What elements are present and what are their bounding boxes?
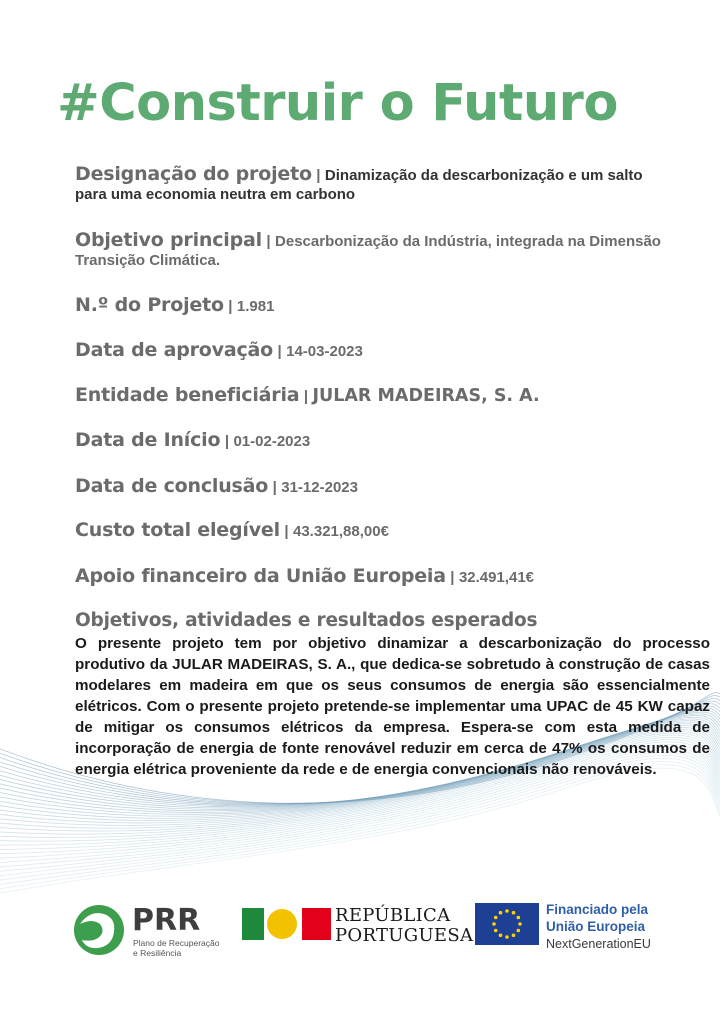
field-label: Designação do projeto — [75, 163, 312, 185]
field-separator: | — [284, 523, 289, 540]
field-separator: | — [277, 343, 282, 360]
field-separator: | — [303, 388, 309, 405]
eu-star-icon — [517, 929, 521, 933]
field-label: Data de aprovação — [75, 339, 274, 361]
field-separator: | — [224, 433, 230, 450]
field-label: Custo total elegível — [75, 519, 280, 541]
field-value: 43.321,88,00€ — [293, 523, 389, 540]
eu-logo-line2: União Europeia — [546, 919, 646, 934]
eu-flag-icon — [475, 903, 539, 945]
eu-star-icon — [517, 916, 521, 920]
republica-logo-line2: PORTUGUESA — [335, 925, 474, 946]
field-label: Apoio financeiro da União Europeia — [75, 565, 446, 587]
field-label: Data de Início — [75, 429, 221, 451]
field-value: 31-12-2023 — [281, 479, 358, 496]
field-separator: | — [316, 167, 321, 184]
eu-star-icon — [494, 929, 498, 933]
field-separator: | — [266, 233, 271, 250]
field-data-aprovacao — [75, 339, 685, 361]
field-custo-total — [75, 519, 685, 541]
field-label: N.º do Projeto — [75, 294, 224, 316]
eu-star-icon — [492, 922, 496, 926]
field-value: 14-03-2023 — [286, 343, 363, 360]
field-value-line2: Transição Climática. — [75, 252, 221, 269]
field-label: Data de conclusão — [75, 475, 269, 497]
eu-star-icon — [499, 934, 503, 938]
field-value: 01-02-2023 — [233, 433, 311, 450]
eu-logo-line3: NextGenerationEU — [546, 937, 651, 951]
eu-star-icon — [505, 909, 509, 913]
objectives-title: Objetivos, atividades e resultados esperados — [75, 610, 538, 631]
eu-star-icon — [494, 916, 498, 920]
field-data-inicio — [75, 429, 685, 451]
objectives-body: O presente projeto tem por objetivo dinamizar a descarbonização do processo produtivo da JULAR MADEIRAS, S. A., que dedica-se sobretudo à construção de casas modelares em madeira em que os seus consumos de energia são essencialmente elétricos. Com o presente projeto pretende-se implementar uma UPAC de 45 KW capaz de mitigar os consumos elétricos da empresa. Espera-se com esta medida de incorporação de energia de fonte renovável reduzir em cerca de 47% os consumos de energia elétrica proveniente da rede e de energia convencionais não renováveis. — [75, 635, 710, 778]
eu-star-icon — [499, 911, 503, 915]
field-apoio-financeiro — [75, 565, 685, 587]
eu-star-icon — [512, 934, 516, 938]
prr-logo-text: PRR — [132, 903, 201, 938]
field-value: 1.981 — [236, 298, 275, 315]
field-value: JULAR MADEIRAS, S. A. — [312, 386, 540, 406]
prr-logo-subtitle-2: e Resiliência — [133, 948, 182, 958]
eu-logo-line1: Financiado pela — [546, 902, 649, 917]
wave-line — [0, 765, 720, 891]
page-title: #Construir o Futuro — [57, 74, 618, 133]
field-separator: | — [450, 569, 455, 586]
eu-star-icon — [518, 922, 522, 926]
field-value-line2: para uma economia neutra em carbono — [75, 186, 356, 203]
republica-logo-line1: REPÚBLICA — [335, 905, 451, 926]
prr-logo-subtitle: Plano de Recuperação — [133, 938, 220, 948]
field-value: 32.491,41€ — [458, 569, 535, 586]
prr-logo-icon — [70, 902, 128, 958]
field-designacao — [75, 163, 685, 204]
field-separator: | — [228, 298, 233, 315]
eu-star-icon — [505, 935, 509, 939]
field-value: Descarbonização da Indústria, integrada na Dimensão — [275, 233, 661, 250]
field-value: Dinamização da descarbonização e um salto — [324, 167, 643, 184]
field-label: Objetivo principal — [75, 229, 262, 251]
republica-portuguesa-flag-icon — [242, 907, 332, 941]
eu-star-icon — [512, 911, 516, 915]
field-objetivo — [75, 229, 685, 270]
field-numero-projeto — [75, 294, 685, 316]
field-entidade — [75, 384, 685, 406]
field-data-conclusao — [75, 475, 685, 497]
field-separator: | — [272, 479, 277, 496]
field-label: Entidade beneficiária — [75, 384, 300, 406]
